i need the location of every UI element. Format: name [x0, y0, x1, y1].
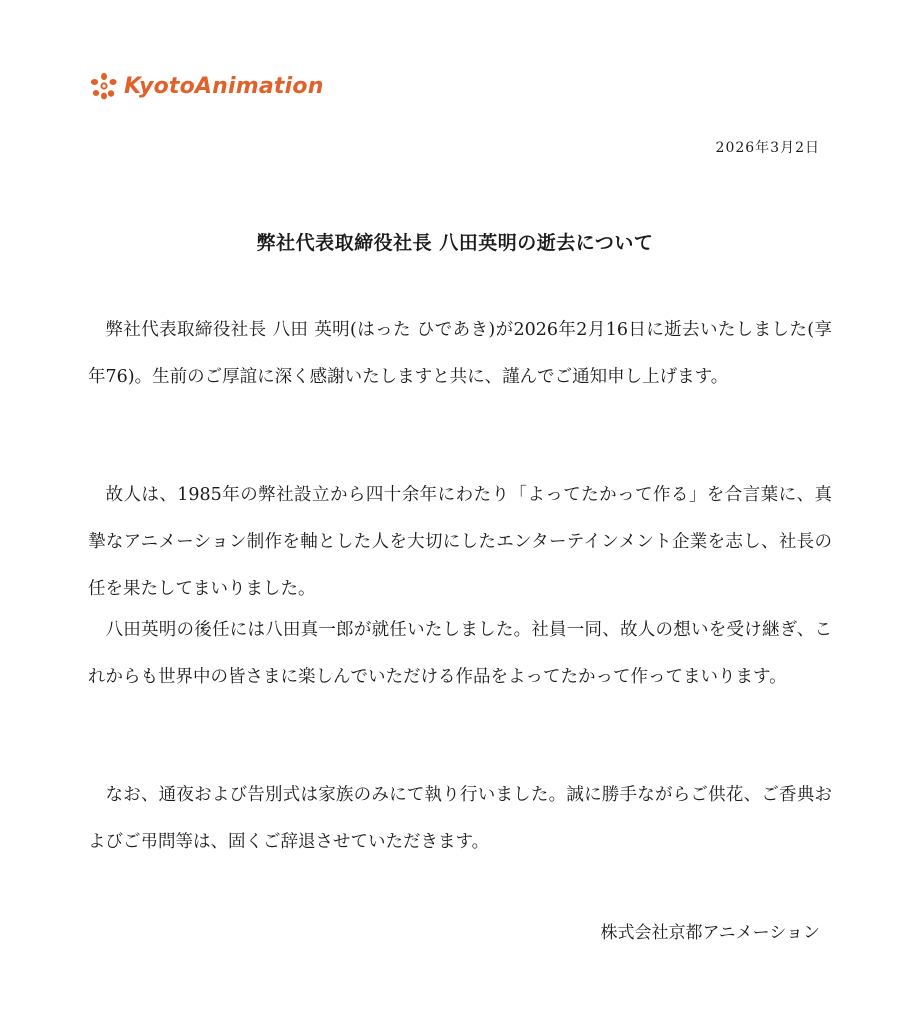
- paragraph-text: 八田英明の後任には八田真一郎が就任いたしました。社員一同、故人の想いを受け継ぎ、これからも世界中の皆さまに楽しんでいただける作品をよってたかって作ってまいります。: [88, 620, 832, 687]
- company-logo: [90, 72, 324, 100]
- paragraph-text: なお、通夜および告別式は家族のみにて執り行いました。誠に勝手ながらご供花、ご香典およびご弔問等は、固くご辞退させていただきます。: [88, 785, 832, 852]
- paragraph-text: 故人は、1985年の弊社設立から四十余年にわたり「よってたかって作る」を合言葉に、真摯なアニメーション制作を軸とした人を大切にしたエンターテインメント企業を志し、社長の任を果たしてまいりました。: [88, 485, 832, 599]
- paragraph-text: 弊社代表取締役社長 八田 英明(はった ひであき)が2026年2月16日に逝去いたしました(享年76)。生前のご厚誼に深く感謝いたしますと共に、謹んでご通知申し上げます。: [88, 320, 832, 387]
- paragraph-announcement: [88, 307, 832, 401]
- page-title: 弊社代表取締役社長 八田英明の逝去について: [256, 232, 654, 254]
- paragraph-successor: [88, 607, 832, 701]
- logo-text: KyotoAnimation: [124, 73, 324, 99]
- paragraph-history: [88, 472, 832, 613]
- paragraph-funeral: [88, 772, 832, 866]
- company-signature: 株式会社京都アニメーション: [600, 923, 820, 943]
- publication-date: 2026年3月2日: [715, 140, 820, 156]
- flower-icon: [90, 72, 118, 100]
